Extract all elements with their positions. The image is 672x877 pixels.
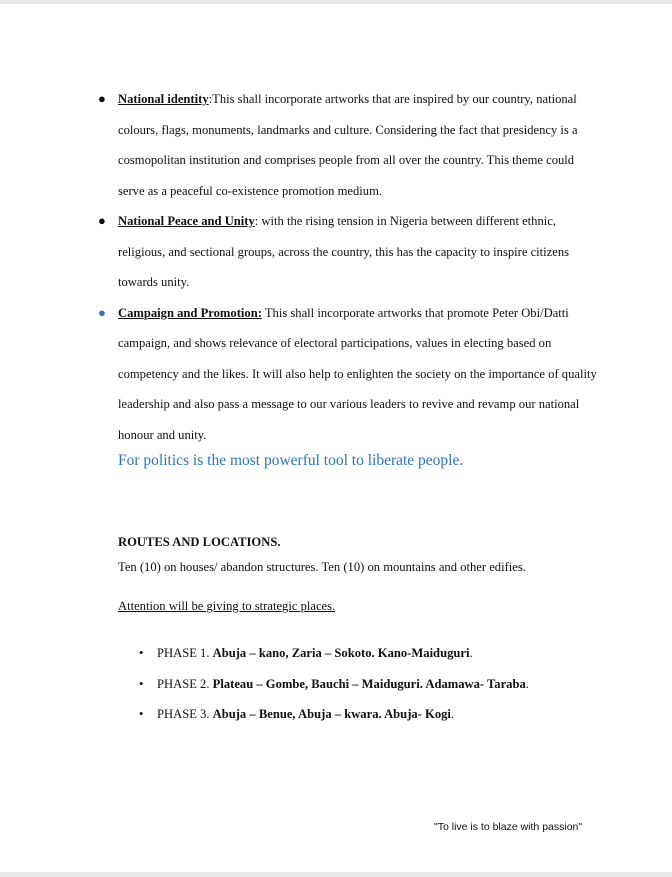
phase-end: . xyxy=(469,646,473,660)
phase-label: PHASE 1. xyxy=(157,646,213,660)
bullet-icon: • xyxy=(139,707,144,721)
theme-item-national-identity xyxy=(98,84,598,206)
theme-text: :This shall incorporate artworks that are inspired by our country, national colours, flags, monuments, landmarks and culture. Considering the fact that presidency is a cosmopolitan institution and comprises people from all over the country. This theme could serve as a peaceful co-existence promotion medium. xyxy=(118,92,578,198)
theme-text: This shall incorporate artworks that promote Peter Obi/Datti campaign, and shows relevance of electoral participations, values in electing based on competency and the likes. It will also help to enlighten the society on the importance of quality leadership and also pass a message to our various leaders to revive and revamp our national honour and unity. xyxy=(118,305,597,442)
footer-quote: "To live is to blaze with passion" xyxy=(434,821,583,833)
phase-list xyxy=(139,638,529,730)
phase-end: . xyxy=(525,676,529,691)
phase-item xyxy=(139,699,529,730)
document-page xyxy=(0,4,672,872)
theme-term: National Peace and Unity xyxy=(118,214,255,228)
highlight-quote: For politics is the most powerful tool to liberate people. xyxy=(118,452,464,469)
phase-end: . xyxy=(450,707,455,721)
bullet-icon: • xyxy=(139,676,144,691)
routes-intro: Ten (10) on houses/ abandon structures. Ten (10) on mountains and other edifies. xyxy=(118,560,526,574)
phase-item xyxy=(139,638,529,669)
theme-item-campaign-promotion xyxy=(98,298,598,451)
bullet-icon: ● xyxy=(98,304,106,320)
theme-list xyxy=(98,84,598,450)
phase-places: Plateau – Gombe, Bauchi – Maiduguri. Adamawa- Taraba xyxy=(212,676,526,691)
phase-places: Abuja – Benue, Abuja – kwara. Abuja- Kogi xyxy=(212,707,451,721)
bullet-icon: ● xyxy=(98,213,106,228)
phase-label: PHASE 2. xyxy=(157,676,213,691)
theme-item-national-peace-unity xyxy=(98,206,598,298)
phase-places: Abuja – kano, Zaria – Sokoto. Kano-Maiduguri xyxy=(212,646,470,660)
phase-label: PHASE 3. xyxy=(157,707,213,721)
bullet-icon: ● xyxy=(98,91,106,106)
attention-note: Attention will be giving to strategic places. xyxy=(118,599,336,613)
theme-term: National identity xyxy=(118,92,209,106)
theme-text: : with the rising tension in Nigeria between different ethnic, religious, and sectional groups, across the country, this has the capacity to inspire citizens towards unity. xyxy=(118,214,570,289)
section-heading: ROUTES AND LOCATIONS. xyxy=(118,535,281,549)
bullet-icon: • xyxy=(139,646,144,660)
theme-term: Campaign and Promotion: xyxy=(118,305,262,320)
phase-item xyxy=(139,669,529,700)
